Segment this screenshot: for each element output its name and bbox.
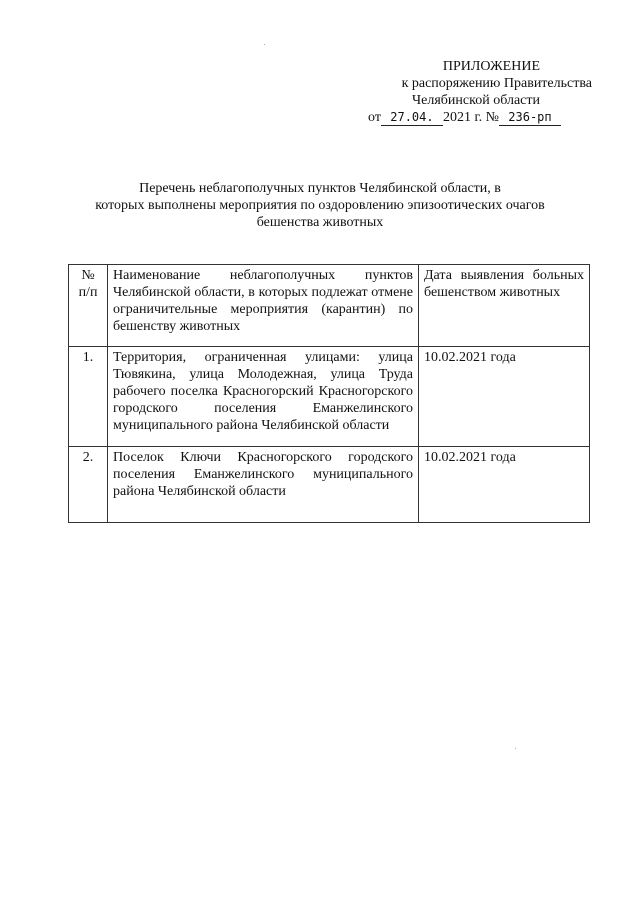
appendix-order-line: к распоряжению Правительства (401, 76, 592, 91)
year-suffix: 2021 г. № (442, 110, 499, 125)
table-row (69, 347, 590, 447)
row-num: 1. (69, 347, 108, 447)
title-line-1: Перечень неблагополучных пунктов Челябинской области, в (139, 181, 501, 196)
date-prefix: от (368, 110, 381, 125)
title-line-3: бешенства животных (256, 215, 384, 230)
date-value: 27.04. (381, 110, 443, 126)
scan-speck (515, 748, 516, 749)
order-number: 236-рп (499, 110, 561, 126)
appendix-region-line: Челябинской области (412, 93, 540, 108)
appendix-title: ПРИЛОЖЕНИЕ (442, 59, 540, 74)
row-name: Поселок Ключи Красногорского городского поселения Еманжелинского муниципального района Челябинской области (108, 447, 419, 523)
document-title (70, 180, 570, 231)
appendix-date-line (360, 109, 600, 126)
row-num: 2. (69, 447, 108, 523)
header-date: Дата выявления больных бешенством животных (419, 265, 590, 347)
appendix-header (360, 58, 600, 126)
row-name: Территория, ограниченная улицами: улица Тювякина, улица Молодежная, улица Труда рабочего поселка Красногорский Красногорского городского поселения Еманжелинского муниципального района Челябинской области (108, 347, 419, 447)
table-row (69, 447, 590, 523)
table-header-row (69, 265, 590, 347)
points-table (68, 264, 590, 523)
header-name: Наименование неблагополучных пунктов Челябинской области, в которых подлежат отмене ограничительные мероприятия (карантин) по бешенству животных (108, 265, 419, 347)
scan-speck (264, 44, 265, 45)
header-num: № п/п (69, 265, 108, 347)
title-line-2: которых выполнены мероприятия по оздоровлению эпизоотических очагов (95, 198, 545, 213)
row-date: 10.02.2021 года (419, 347, 590, 447)
row-date: 10.02.2021 года (419, 447, 590, 523)
